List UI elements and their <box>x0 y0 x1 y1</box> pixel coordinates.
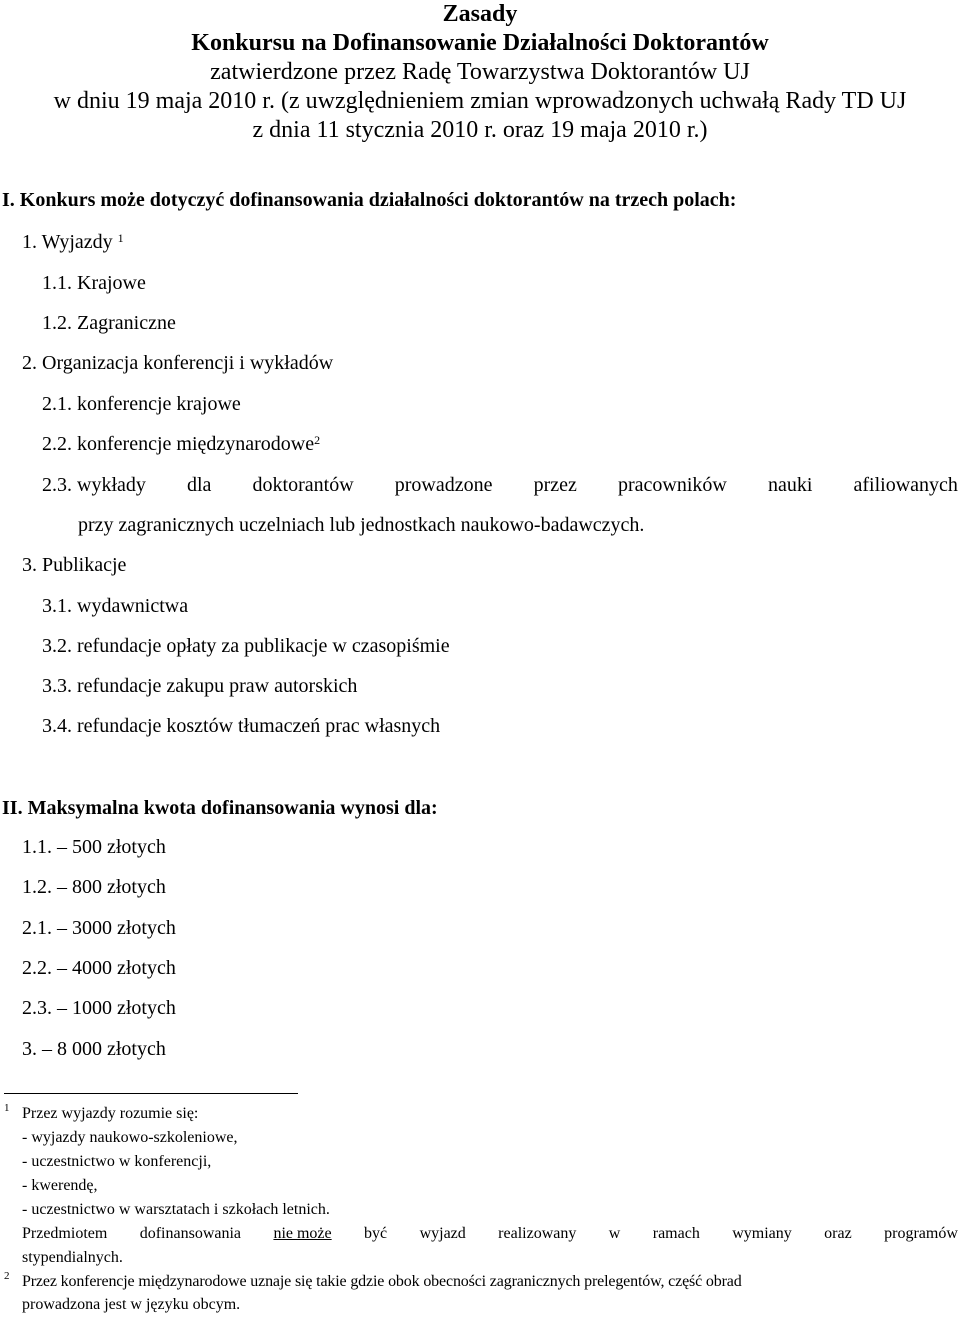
item-1-text: 1. Wyjazdy <box>22 231 113 253</box>
amount-item: 2.3. – 1000 złotych <box>22 997 176 1019</box>
footnote-word: ramach <box>652 1225 700 1242</box>
document-title: Zasady <box>442 1 518 27</box>
footnote-word: być <box>364 1225 388 1242</box>
amount-item: 1.1. – 500 złotych <box>22 836 166 858</box>
section-1-heading: I. Konkurs może dotyczyć dofinansowania działalności doktorantów na trzech polach: <box>2 189 737 211</box>
item-1 <box>22 230 124 254</box>
footnote-1-line: - uczestnictwo w konferencji, <box>22 1153 212 1170</box>
item-1-1: 1.1. Krajowe <box>42 272 146 294</box>
footnote-1-line: - uczestnictwo w warsztatach i szkołach letnich. <box>22 1201 330 1218</box>
footnote-ref-2: 2 <box>314 433 321 447</box>
item-2-3-word: nauki <box>767 474 813 496</box>
item-2-3-word: dla <box>187 474 212 496</box>
footnote-word: wymiany <box>732 1225 792 1242</box>
item-2-2-text: 2.2. konferencje międzynarodowe <box>42 433 315 455</box>
amendment-line: z dnia 11 stycznia 2010 r. oraz 19 maja 2010 r.) <box>252 117 708 143</box>
item-2-3-word: doktorantów <box>252 474 354 496</box>
item-3-3: 3.3. refundacje zakupu praw autorskich <box>42 675 358 697</box>
section-2-heading: II. Maksymalna kwota dofinansowania wynosi dla: <box>2 797 438 819</box>
amount-item: 2.2. – 4000 złotych <box>22 957 176 979</box>
footnote-1-line: - wyjazdy naukowo-szkoleniowe, <box>22 1129 238 1146</box>
footnote-word: Przedmiotem <box>22 1225 108 1242</box>
footnote-ref-1: 1 <box>117 231 124 245</box>
item-3-4: 3.4. refundacje kosztów tłumaczeń prac własnych <box>42 715 441 737</box>
amount-item: 3. – 8 000 złotych <box>22 1038 166 1060</box>
footnote-emphasis: nie może <box>273 1225 332 1242</box>
footnote-1-mark: 1 <box>4 1102 10 1114</box>
item-3-1: 3.1. wydawnictwa <box>42 595 189 617</box>
footnote-2-line: prowadzona jest w języku obcym. <box>22 1296 241 1313</box>
item-2-2 <box>42 432 320 456</box>
footnote-1-paragraph <box>22 1224 958 1244</box>
date-line: w dniu 19 maja 2010 r. (z uwzględnieniem zmian wprowadzonych uchwałą Rady TD UJ <box>53 88 907 114</box>
footnote-word: programów <box>884 1225 958 1242</box>
footnote-word: oraz <box>824 1225 852 1242</box>
item-1-2: 1.2. Zagraniczne <box>42 312 176 334</box>
footnote-word: dofinansowania <box>139 1225 242 1242</box>
amount-item: 2.1. – 3000 złotych <box>22 917 176 939</box>
footnote-2-line: Przez konferencje międzynarodowe uznaje się takie gdzie obok obecności zagranicznych prelegentów, część obrad <box>22 1273 742 1290</box>
footnote-2-mark: 2 <box>4 1270 10 1282</box>
item-2-3-word: przez <box>533 474 577 496</box>
document-subtitle: Konkursu na Dofinansowanie Działalności Doktorantów <box>191 30 769 56</box>
footnote-word: realizowany <box>498 1225 577 1242</box>
footnote-word: w <box>608 1225 621 1242</box>
footnote-1-end: stypendialnych. <box>22 1249 123 1266</box>
footnote-word: wyjazd <box>419 1225 466 1242</box>
footnote-1-line: - kwerendę, <box>22 1177 98 1194</box>
item-2-3-word: 2.3. wykłady <box>42 474 146 496</box>
item-2: 2. Organizacja konferencji i wykładów <box>22 352 334 374</box>
item-2-3-word: pracowników <box>618 474 727 496</box>
item-2-3 <box>42 473 958 497</box>
item-2-3-word: afiliowanych <box>853 474 958 496</box>
approval-line: zatwierdzone przez Radę Towarzystwa Doktorantów UJ <box>210 59 750 85</box>
item-2-3-continued: przy zagranicznych uczelniach lub jednostkach naukowo-badawczych. <box>78 514 645 536</box>
item-2-1: 2.1. konferencje krajowe <box>42 393 241 415</box>
item-3: 3. Publikacje <box>22 554 127 576</box>
item-3-2: 3.2. refundacje opłaty za publikacje w czasopiśmie <box>42 635 450 657</box>
footnote-1-intro: Przez wyjazdy rozumie się: <box>22 1105 199 1122</box>
footnote-separator <box>4 1093 298 1094</box>
amount-item: 1.2. – 800 złotych <box>22 876 166 898</box>
item-2-3-word: prowadzone <box>394 474 493 496</box>
